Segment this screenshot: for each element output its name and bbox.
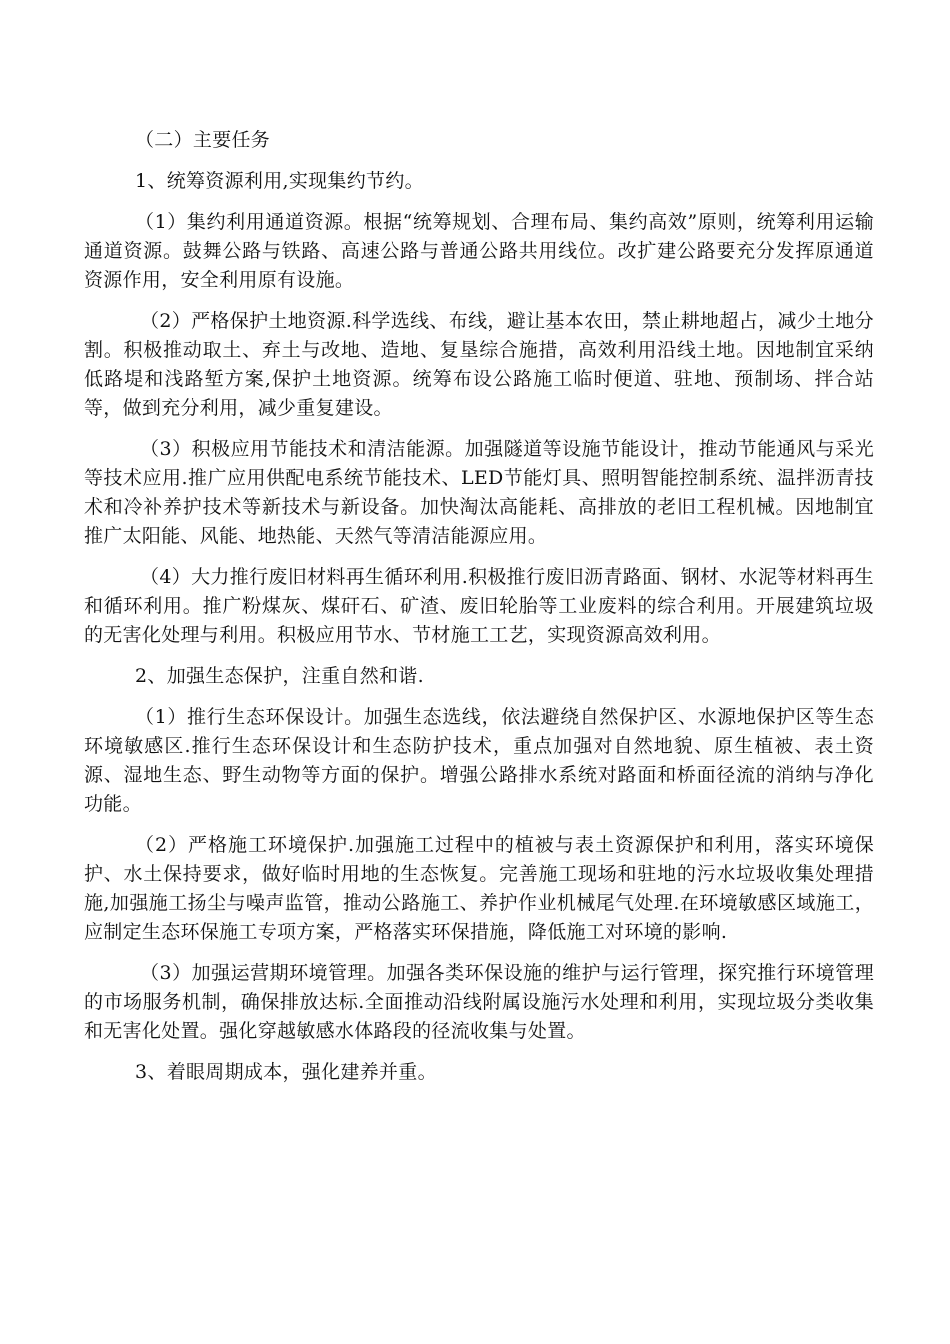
document-body	[84, 126, 874, 1099]
task-2-title: 2、加强生态保护，注重自然和谐.	[135, 665, 424, 687]
task-1-item-2: （2）严格保护土地资源.科学选线、布线，避让基本农田，禁止耕地超占，减少土地分割。积极推动取土、弃土与改地、造地、复垦综合施措，高效利用沿线土地。因地制宜采纳低路堤和浅路堑方案,保护土地资源。统筹布设公路施工临时便道、驻地、预制场、拌合站等，做到充分利用，减少重复建设。	[84, 310, 874, 419]
task-2-item-2: （2）严格施工环境保护.加强施工过程中的植被与表土资源保护和利用，落实环境保护、水土保持要求，做好临时用地的生态恢复。完善施工现场和驻地的污水垃圾收集处理措施,加强施工扬尘与噪声监管，推动公路施工、养护作业机械尾气处理.在环境敏感区域施工，应制定生态环保施工专项方案，严格落实环保措施，降低施工对环境的影响.	[84, 834, 874, 943]
task-1-item-3: （3）积极应用节能技术和清洁能源。加强隧道等设施节能设计，推动节能通风与采光等技术应用.推广应用供配电系统节能技术、LED节能灯具、照明智能控制系统、温拌沥青技术和冷补养护技术等新技术与新设备。加快淘汰高能耗、高排放的老旧工程机械。因地制宜推广太阳能、风能、地热能、天然气等清洁能源应用。	[84, 438, 874, 547]
task-2-item-3: （3）加强运营期环境管理。加强各类环保设施的维护与运行管理，探究推行环境管理的市场服务机制，确保排放达标.全面推动沿线附属设施污水处理和利用，实现垃圾分类收集和无害化处置。强化穿越敏感水体路段的径流收集与处置。	[84, 962, 874, 1042]
task-1-title: 1、统筹资源利用,实现集约节约。	[135, 170, 424, 192]
task-3-title: 3、着眼周期成本，强化建养并重。	[135, 1061, 437, 1083]
task-1-item-1: （1）集约利用通道资源。根据“统筹规划、合理布局、集约高效”原则，统筹利用运输通道资源。鼓舞公路与铁路、高速公路与普通公路共用线位。改扩建公路要充分发挥原通道资源作用，安全利用原有设施。	[84, 211, 874, 291]
section-heading: （二）主要任务	[135, 129, 271, 151]
task-2-item-1: （1）推行生态环保设计。加强生态选线，依法避绕自然保护区、水源地保护区等生态环境敏感区.推行生态环保设计和生态防护技术，重点加强对自然地貌、原生植被、表土资源、湿地生态、野生动物等方面的保护。增强公路排水系统对路面和桥面径流的消纳与净化功能。	[84, 706, 874, 815]
task-1-item-4: （4）大力推行废旧材料再生循环利用.积极推行废旧沥青路面、钢材、水泥等材料再生和循环利用。推广粉煤灰、煤矸石、矿渣、废旧轮胎等工业废料的综合利用。开展建筑垃圾的无害化处理与利用。积极应用节水、节材施工工艺，实现资源高效利用。	[84, 566, 874, 646]
